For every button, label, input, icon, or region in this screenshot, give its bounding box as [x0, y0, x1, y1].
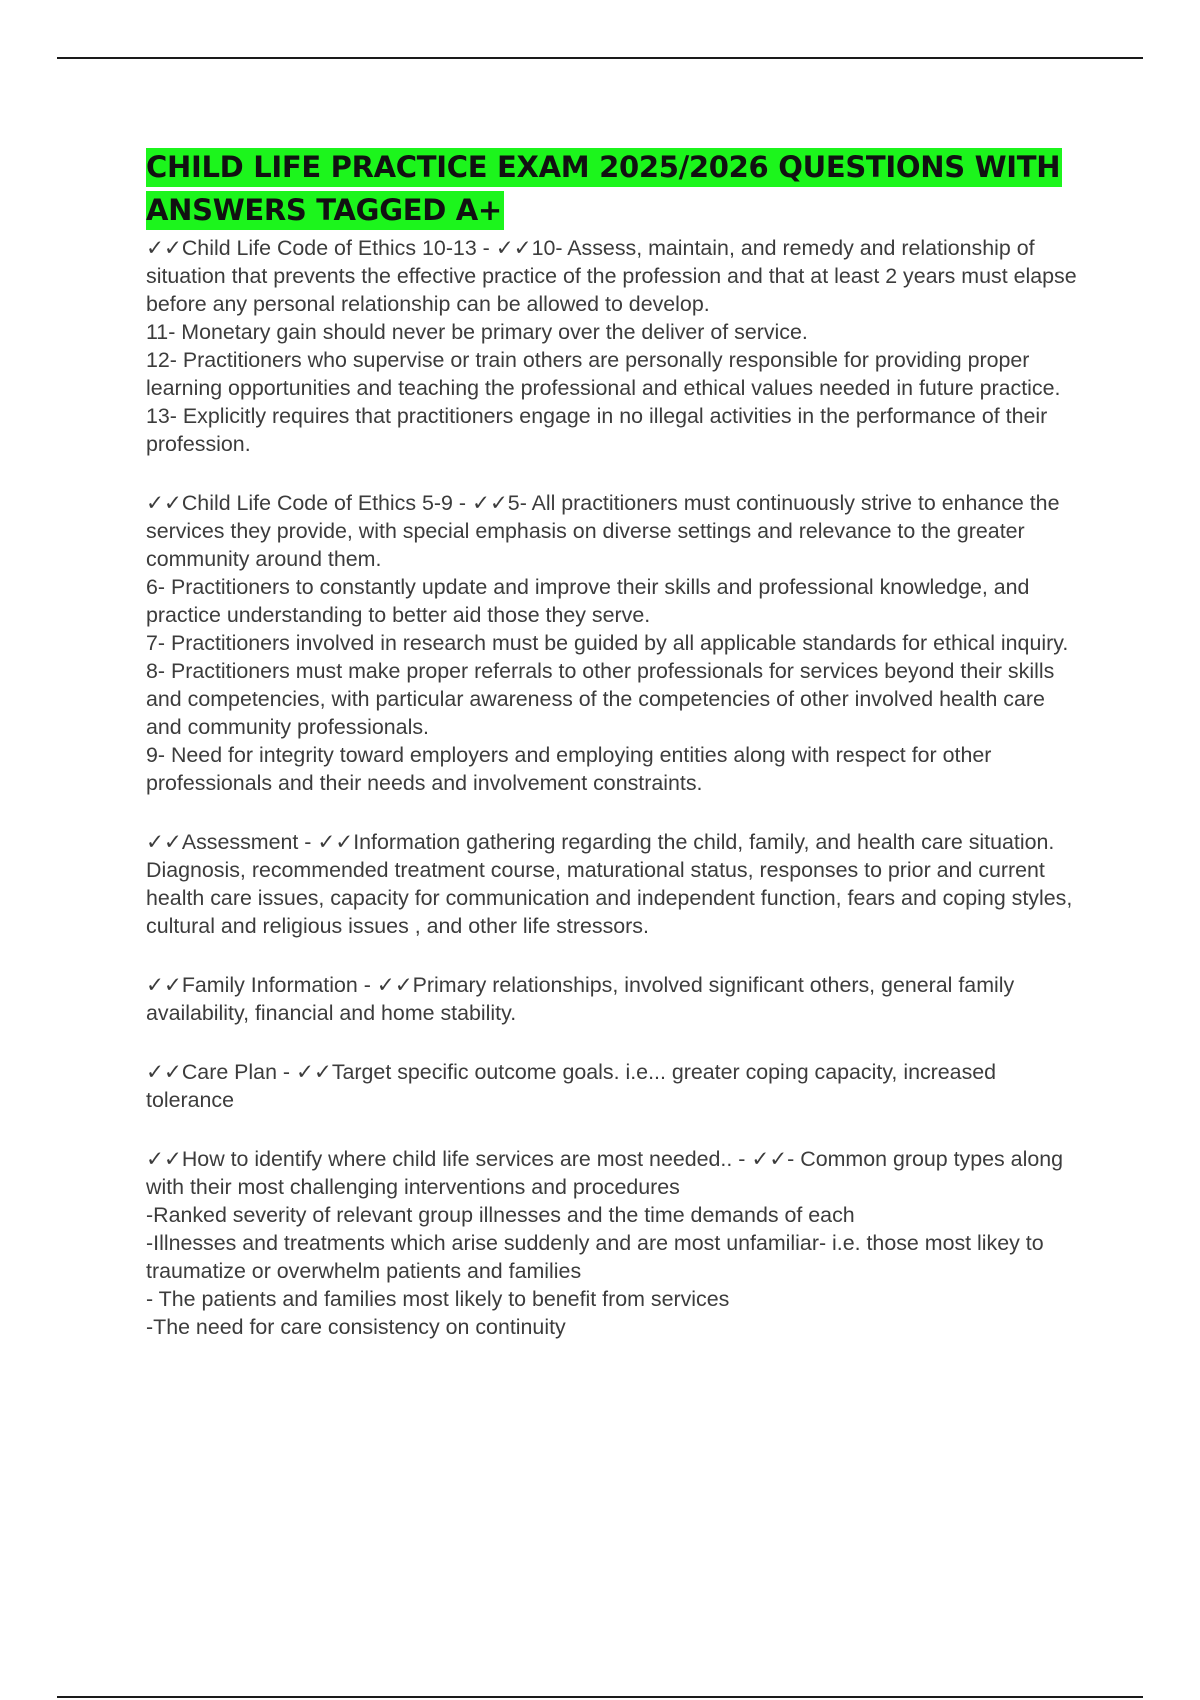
entry-line: ✓✓Family Information - ✓✓Primary relationships, involved significant others, general family availability, financial and home stability. [146, 973, 1015, 1025]
document-title [146, 146, 1086, 232]
entry-line: - The patients and families most likely to benefit from services [146, 1287, 730, 1311]
entry-ethics-10-13 [146, 234, 1086, 458]
entry-child-life-services [146, 1145, 1086, 1341]
entry-line: 6- Practitioners to constantly update and improve their skills and professional knowledge, and practice understanding to better aid those they serve. [146, 575, 1030, 627]
entry-line: -Ranked severity of relevant group illnesses and the time demands of each [146, 1203, 855, 1227]
entry-line: -The need for care consistency on continuity [146, 1315, 566, 1339]
entry-line: ✓✓Care Plan - ✓✓Target specific outcome goals. i.e... greater coping capacity, increased tolerance [146, 1060, 997, 1112]
entry-care-plan [146, 1058, 1086, 1114]
entry-line: ✓✓Assessment - ✓✓Information gathering regarding the child, family, and health care situation. Diagnosis, recommended treatment course, maturational status, responses to prior and current health care issues, capacity for communication and independent function, fears and coping styles, cultural and religious issues , and other life stressors. [146, 830, 1073, 938]
footer-rule [57, 1696, 1143, 1698]
entry-line: 13- Explicitly requires that practitioners engage in no illegal activities in the performance of their profession. [146, 404, 1048, 456]
entry-line: 7- Practitioners involved in research must be guided by all applicable standards for ethical inquiry. [146, 631, 1069, 655]
entry-line: ✓✓Child Life Code of Ethics 10-13 - ✓✓10- Assess, maintain, and remedy and relationship of situation that prevents the effective practice of the profession and that at least 2 years must elapse before any personal relationship can be allowed to develop. [146, 236, 1077, 316]
entry-line: ✓✓How to identify where child life services are most needed.. - ✓✓- Common group types along with their most challenging interventions and procedures [146, 1147, 1064, 1199]
entry-line: 8- Practitioners must make proper referrals to other professionals for services beyond their skills and competencies, with particular awareness of the competencies of other involved health care and community professionals. [146, 659, 1055, 739]
entry-ethics-5-9 [146, 489, 1086, 797]
entry-family-information [146, 971, 1086, 1027]
entry-line: 12- Practitioners who supervise or train others are personally responsible for providing proper learning opportunities and teaching the professional and ethical values needed in future practice. [146, 348, 1061, 400]
entry-line: 9- Need for integrity toward employers and employing entities along with respect for other professionals and their needs and involvement constraints. [146, 743, 992, 795]
entry-line: ✓✓Child Life Code of Ethics 5-9 - ✓✓5- All practitioners must continuously strive to enhance the services they provide, with special emphasis on diverse settings and relevance to the greater community around them. [146, 491, 1060, 571]
entry-line: -Illnesses and treatments which arise suddenly and are most unfamiliar- i.e. those most likey to traumatize or overwhelm patients and families [146, 1231, 1044, 1283]
entry-list [146, 234, 1086, 1341]
entry-assessment [146, 828, 1086, 940]
document-body [146, 146, 1086, 1372]
title-highlight: CHILD LIFE PRACTICE EXAM 2025/2026 QUESTIONS WITH ANSWERS TAGGED A+ [146, 148, 1062, 230]
entry-line: 11- Monetary gain should never be primary over the deliver of service. [146, 320, 808, 344]
header-rule [57, 57, 1143, 59]
